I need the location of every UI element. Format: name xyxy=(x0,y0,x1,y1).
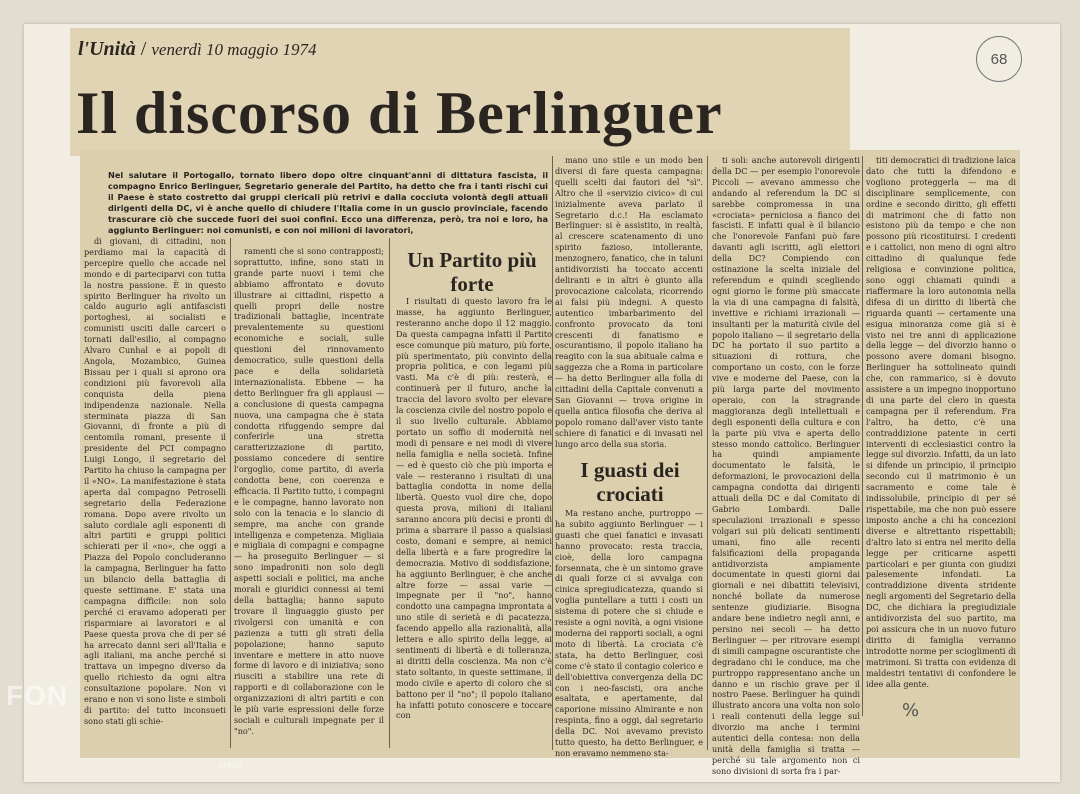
archive-watermark-sub: onlus xyxy=(218,760,242,771)
column-text: mano uno stile e un modo ben diversi di fare questa campagna: quelli scelti dai fautori del "sì". Altro che il «servizio civico» di cui inizialmente aveva parlato il Segretario d.c.! Ha esclamato Berlinguer: si è assistito, in realtà, al crescere scatenamento di uno spirito fazioso, intollerante, menzognero, fanatico, che in taluni antidivorzisti ha toccato accenti deliranti e in altri è giunto alla provocazione calcolata, ricorrendo ai falsi più indegni. A questo autentico imbarbarimento del confronto provocato da toni crescenti di fanatismo e oscurantismo, il popolo italiano ha reagito con la sua abituale calma e saggezza che a Roma in particolare — ha detto Berlinguer alla folla di cittadini della Capitale convenuti a San Giovanni — trova origine in quella antica filosofia che deriva al popolo romano dall'aver visto tante schiere di fanatici e di invasati nel lungo arco della sua storia. xyxy=(555,155,703,449)
newspaper-name: l'Unità xyxy=(78,38,136,60)
column-text: I risultati di questo lavoro fra le masse, ha aggiunto Berlinguer, resteranno anche dopo il 12 maggio. Da questa campagna infatti il Partito esce comunque più maturo, più forte, più sperimentato, più convinto della propria politica, e con legami più vasti. Ma c'è di più: resterà, e continuerà per il futuro, anche la traccia del lavoro svolto per elevare la coscienza civile del nostro popolo e il suo livello culturale. Abbiamo portato un soffio di modernità nei modi di pensare e nei modi di vivere nella famiglia e nella società. Infine — ed è questo ciò che più importa e vale — resteranno i risultati di una battaglia condotta in nome della libertà. Questo vuol dire che, dopo questa prova, milioni di italiani saranno ancora più decisi e pronti di prima a sbarrare il passo a qualsiasi costo, domani e sempre, ai nemici della libertà e a fare progredire la democrazia. Motivo di soddisfazione, ha aggiunto Berlinguer, è che anche altre forze — assai varie — impegnate per il "no", hanno condotto una campagna improntata a uno stile di serietà e di pacatezza, facendo appello alla razionalità, alla lettera e allo spirito della legge, ai sentimenti di libertà e di tolleranza, ai diritti della coscienza. Ma non c'è stato soltanto, in queste settimane, il modo civile e aperto di coloro che si battono per il "no"; il popolo italiano ha infatti potuto conoscere e toccare con xyxy=(396,296,552,721)
column-rule xyxy=(389,238,390,748)
column-text: ti soli: anche autorevoli dirigenti della DC — per esempio l'onorevole Piccoli — avevano ammesso che andando al referendum la DC si sarebbe compromessa in una «crociata» perniciosa a fianco dei fascisti. E infatti qual è il bilancio che l'onorevole Fanfani può fare davanti agli iscritti, agli elettori della DC? Compiendo con ostinazione la scelta iniziale del referendum e quindi scegliendo ogni giorno le forme più smaccate la via di una campagna di falsità, invettive e richiami irrazionali — insultanti per la maturità civile del popolo italiano — il segretario della DC ha portato il suo partito a situazioni di rottura, che comportano un costo, con le forze vive e moderne del Paese, con la più larga parte del movimento operaio, con la stragrande maggioranza degli intellettuali e degli esponenti della cultura e con la parte più viva e aperta dello stesso mondo cattolico. Berlinguer ha quindi ampiamente documentato le falsità, le deformazioni, le provocazioni della campagna condotta dai dirigenti attuali della DC e dal Comitato di Gabrio Lombardi. Dalle speculazioni irrazionali e spesso volgari sui più delicati sentimenti umani, fino alle recenti falsificazioni della propaganda antidivorzista ampiamente documentate in questi giorni dai giornali e nei dibattiti televisivi, nonché bollate da numerose sentenze giudiziarie. Bisogna andare bene indietro negli anni, e persino nei secoli — ha detto Berlinguer — per ritrovare esempi di simili campagne oscurantiste che degradano chi le conduce, ma che purtroppo rappresentano anche un danno e un rischio grave per il nostro Paese. Berlinguer ha quindi illustrato ancora una volta non solo i reali contenuti della legge sul divorzio ma anche i termini autentici della contesa: non della unità della famiglia si tratta — perché su tale argomento non ci sono divisioni di sorta fra i par- xyxy=(712,155,860,776)
article-column-6 xyxy=(866,155,1016,715)
article-column-5 xyxy=(712,155,860,776)
column-text: Ma restano anche, purtroppo — ha subito aggiunto Berlinguer — i guasti che quei fanatici e invasati hanno provocato: resta traccia, cioè, della loro campagna forsennata, che è un sintomo grave di quali forze ci si avvalga con cinica spregiudicatezza, quando si voglia puntellare a tutti i costi un sistema di potere che si chiude e resiste a ogni novità, a ogni visione moderna dei rapporti sociali, a ogni moto di libertà. La crociata c'è stata, ha detto Berlinguer, così come c'è stato il contagio colerico e dell'obiettiva convergenza della DC con i neo-fascisti, ora anche esaltata, e apertamente, dal caporione missino Almirante e non respinta, fino a oggi, dal segretario della DC. Noi avevamo previsto tutto questo, ha detto Berlinguer, e non eravamo nemmeno sta- xyxy=(555,508,703,758)
publication-date: venerdì 10 maggio 1974 xyxy=(151,40,317,59)
column-rule xyxy=(230,238,231,748)
masthead-separator: / xyxy=(140,38,147,60)
article-lead: Nel salutare il Portogallo, tornato libero dopo oltre cinquant'anni di dittatura fascista, il compagno Enrico Berlinguer, Segretario generale del Partito, ha detto che fra i tanti rischi cui il Paese è stato costretto dai gruppi clericali più retrivi e dalla cocciuta volontà degli attuali dirigenti della DC, vi è anche quello di chiudere l'Italia come in un guscio provinciale, facendo trascurare ciò che succede fuori dei suoi confini. Ecco una differenza, però, tra noi e loro, ha aggiunto Berlinguer: noi comunisti, e con noi milioni di lavoratori, xyxy=(108,170,548,235)
article-column-4-bottom xyxy=(555,508,703,758)
article-headline: Il discorso di Berlinguer xyxy=(76,80,723,146)
column-text: di giovani, di cittadini, non perdiamo mai la capacità di percepire quello che accade nel mondo e di parteciparvi con tutta la nostra passione. È in questo spirito Berlinguer ha rivolto un caldo augurio agli antifascisti portoghesi, ai socialisti e comunisti usciti dalle carceri o tornati dall'esilio, al compagno Alvaro Cunhal e ai popoli di Angola, Mozambico, Guinea Bissau per i quali si aprono ora condizioni più favorevoli alla conquista della piena indipendenza nazionale. Nella sterminata piazza di San Giovanni, di fronte a più di centomila romani, presente il presidente del PCI compagno Luigi Longo, il segretario del Partito ha chiuso la campagna per il «NO». La manifestazione è stata aperta dal compagno Petroselli segretario della Federazione romana. Dopo avere rivolto un saluto cordiale agli esponenti di altri partiti e gruppi politici schierati per il «no», che oggi a Piazza del Popolo concluderanno la campagna, Berlinguer ha fatto un bilancio della battaglia di queste settimane. E' stata una campagna difficile: non solo perché ci eravamo adoperati per risparmiare ai lavoratori e al Paese questa prova che di per sé ha arrecato danni seri all'Italia e agli italiani, ma anche perché si trattava un impegno diverso da quello richiesto da ogni altra consultazione popolare. Non vi erano e non vi sono liste e simboli di partito: del tutto inconsueti sono stati gli schie- xyxy=(84,236,226,726)
masthead xyxy=(78,38,316,61)
handwritten-mark: % xyxy=(902,700,920,721)
subheading-i-guasti-dei-crociati: I guasti dei crociati xyxy=(580,458,680,506)
archive-watermark-logo: FON xyxy=(6,680,69,711)
column-text: ramenti che si sono contrapposti; soprattutto, infine, sono stati in grande parte nuovi i temi che abbiamo affrontato e dovuto illustrare ai cittadini, rispetto a quelli propri delle nostre tradizionali battaglie, incentrate prevalentemente su questioni economiche e sociali, sulle questioni del rinnovamento democratico, sulle questioni della pace e della solidarietà internazionalista. Ebbene — ha detto Berlinguer fra gli applausi — a conclusione di questa campagna nuova, una campagna che è stata condotta rifuggendo sempre dal conferirle una stretta caratterizzazione di partito, possiamo concedere di sentire l'orgoglio, come partito, di averla condotta bene, con coerenza e efficacia. Il Partito tutto, i compagni e le compagne, hanno lavorato non solo con la tenacia e lo slancio di sempre, ma anche con grande intelligenza e competenza. Migliaia e migliaia di compagni e compagne — ha proseguito Berlinguer — si sono impadroniti non solo degli aspetti sociali e politici, ma anche morali e giuridici connessi ai temi della battaglia; hanno saputo trovare il linguaggio giusto per rivolgersi con umanità e con pazienza a tutti gli strati della popolazione; hanno saputo inventare e mettere in atto nuove forme di lavoro e di iniziativa; sono riusciti a stabilire una rete di rapporti e di collaborazione con le organizzazioni di altri partiti e con le più varie espressioni delle forze sociali e culturali impegnate per il "no". xyxy=(234,246,384,736)
handwritten-page-number: 68 xyxy=(976,36,1022,82)
article-column-4-top xyxy=(555,155,703,455)
article-column-1 xyxy=(84,236,226,748)
article-column-3 xyxy=(396,296,552,748)
column-rule xyxy=(552,156,553,750)
subheading-un-partito-piu-forte: Un Partito più forte xyxy=(407,248,537,296)
column-rule xyxy=(707,156,708,750)
article-column-2 xyxy=(234,246,384,748)
column-text: titi democratici di tradizione laica dato che tutti la difendono e vogliono proteggerla — ma di disciplinare semplicemente, con ordine e secondo diritto, gli effetti di matrimoni che di fatto non esistono più da tempo e che non possono più ricostituirsi. I credenti e i cattolici, non meno di ogni altro cittadino di qualunque fede religiosa e convinzione politica, sono oggi chiamati quindi a riaffermare la loro autonomia nella difesa di un diritto di libertà che riguarda quanti — certamente una esigua minoranza come già si è visto nei tre anni di applicazione della legge — del divorzio hanno o possono avere domani bisogno. Berlinguer ha sottolineato quindi che, con rammarico, si è dovuto assistere a un impegno inopportuno di una parte del clero in questa campagna per il referendum. Fra l'altro, ha detto, c'è una contraddizione patente in certi interventi di ecclesiastici contro la legge sul divorzio. Infatti, da un lato si difende un principio, il principio secondo cui il matrimonio è un sacramento e come tale è indissolubile, principio di per sé rispettabile, ma che non può essere imposto anche a chi ha concezioni diverse e altrettanto rispettabili; d'altro lato si entra nel merito della legge per criticarne aspetti particolari e per giunta con giudizi palesemente infondati. La contraddizione diventa stridente negli argomenti del Segretario della DC, che dichiara la pregiudiziale antidivorzista del suo partito, ma poi assicura che in un nuovo futuro diritto di famiglia verranno introdotte norme per scioglimenti di matrimoni. Si tratta con evidenza di maldestri tentativi di confondere le idee alla gente. xyxy=(866,155,1016,689)
column-rule xyxy=(862,156,863,716)
